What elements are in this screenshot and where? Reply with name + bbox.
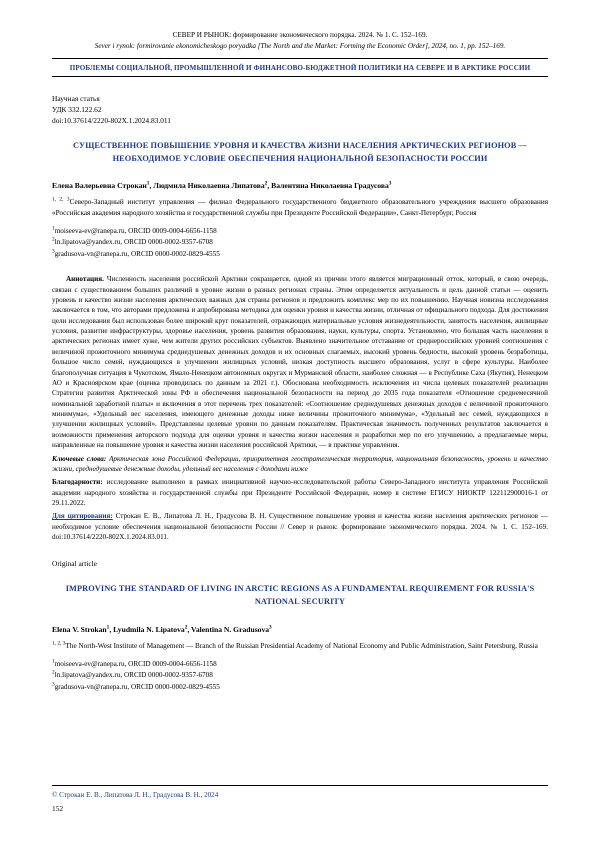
journal-header-line-en: Sever i rynok: formirovanie ekonomicheskogo poryadka [The North and the Market: Forming the Economic Order], 2024, no. 1, pp. 152–169. [94,42,506,51]
abstract-label: Аннотация. [66,275,104,284]
original-article-label: Original article [52,558,97,568]
article-meta [52,93,548,126]
divider-top [52,58,548,59]
citation-label: Для цитирования: [52,512,113,521]
authors-ru: Елена Валерьевна Строкан$^1$, Людмила Николаевна Липатова$^2$, Валентина Николаевна Градусова$^3$ [52,180,392,190]
email-line: $^3$gradusova-vn@ranepa.ru, ORCID 0000-0002-0829-4555 [52,681,220,691]
article-type: Научная статья [52,93,100,103]
copyright-line: © Строкан Е. В., Липатова Л. Н., Градусова В. Н., 2024 [52,791,219,799]
abstract-block [52,274,548,542]
email-line: $^1$moiseeva-ev@ranepa.ru, ORCID 0009-0004-6656-1158 [52,225,217,235]
email-line: $^2$ln.lipatova@yandex.ru, ORCID 0000-0002-9357-6708 [52,669,213,680]
email-line: $^1$moiseeva-ev@ranepa.ru, ORCID 0009-0004-6656-1158 [52,658,217,668]
keywords-paragraph [52,454,548,475]
journal-header [52,30,548,52]
page-footer [52,767,548,813]
abstract-text: Численность населения российской Арктики сокращается, одной из причин этого является миграционный отток, который, в свою очередь, связан с существованием больших различий в уровне жизни в разных регионах страны. Этим определяется актуальность и цель данной статьи — оценить уровень и качество жизни населения арктических важных для страны регионов и предложить комплекс мер по их повышению. Научная новизна исследования заключается в том, что авторами предложена и апробирована методика для оценки уровня и качества жизни, отличная от официального подхода. Для достижения цели исследования был использован более широкий круг показателей, отражающих материальные условия жизнедеятельности, занятость населения, жилищные условия, развитие инфраструктуры, здоровье населения, уровень развития образования, науки, культуры, спорта. Установлено, что большая часть населения в арктических регионах имеет хуже, чем жители других российских субъектов. Выявлено значительное отставание от среднероссийских уровней соотношения с величиной прожиточного минимума среднедушевых денежных доходов и их основных слагаемых, высокий уровень бедности, высокий уровень безработицы, большое число семей, нуждающихся в улучшении жилищных условий, низкая доступность высшего образования, услуг в сфере культуры. Наиболее благополучная ситуация в Чукотском, Ямало-Ненецком автономных округах и Мурманской области, наиболее сложная — в Республике Саха (Якутия), Ненецком АО и Красноярском крае (оценка проводилась по данным за 2021 г.). Обоснована необходимость исключения из числа целевых показателей реализации Стратегии развития Арктической зоны РФ и обеспечения национальной безопасности на период до 2035 года показателя «Отношение среднемесячной номинальной заработной платы» и включения в этот перечень трех показателей: «Соотношение среднедушевых денежных доходов с величиной прожиточного минимума», «Удельный вес населения, имеющего денежные доходы ниже величины прожиточного минимума», «Удельный вес семей, нуждающихся в улучшении жилищных условий». Представлены целевые уровни по данным показателям. Практическая значимость полученных результатов заключается в возможности применения авторского подхода для оценки уровня и качества жизни населения и разработки мер по его улучшению, а предлагаемые меры, направленные на повышение уровня и качества жизни населения российской Арктики, — в практике управления. [52,275,548,450]
divider-under-banner [52,76,548,77]
funding-text: исследование выполнено в рамках инициативной научно-исследовательской работы Северо-Западного института управления Российской академии народного хозяйства и государственной службы при Президенте Российской Федерации, номер в системе ЕГИСУ НИОКТР 122112900016-1 от 29.11.2022. [52,478,548,508]
page-title-ru: СУЩЕСТВЕННОЕ ПОВЫШЕНИЕ УРОВНЯ И КАЧЕСТВА ЖИЗНИ НАСЕЛЕНИЯ АРКТИЧЕСКИХ РЕГИОНОВ — НЕОБХОДИМОЕ УСЛОВИЕ ОБЕСПЕЧЕНИЯ НАЦИОНАЛЬНОЙ БЕЗОПАСНОСТИ РОССИИ [73,141,527,164]
affiliation-ru: $^{1, 2, 3}$Северо-Западный институт управления — филиал Федерального государственного бюджетного образовательного учреждения высшего образования «Российская академия народного хозяйства и государственной службы при Президенте Российской Федерации», Санкт-Петербург, Россия [52,196,548,218]
divider-footer [52,785,548,786]
doi: doi:10.37614/2220-802X.1.2024.83.011 [52,116,172,126]
abstract-paragraph [52,274,548,450]
citation-paragraph [52,511,548,542]
udk-code: УДК 332.122.62 [52,104,102,114]
emails-en [52,659,548,694]
page-title-en: IMPROVING THE STANDARD OF LIVING IN ARCTIC REGIONS AS A FUNDAMENTAL REQUIREMENT FOR RUSSIA'S NATIONAL SECURITY [65,583,535,606]
keywords-label: Ключевые слова: [52,454,107,463]
authors-en: Elena V. Strokan$^1$, Lyudmila N. Lipatova$^2$, Valentina N. Gradusova$^3$ [52,624,272,635]
citation-text: Строкан Е. В., Липатова Л. Н., Градусова В. Н. Существенное повышение уровня и качества жизни населения арктических регионов — необходимое условие обеспечения национальной безопасности России // Север и рынок: формирование экономического порядка. 2024. № 1. С. 152–169. doi:10.37614/2220-802X.1.2024.83.011. [52,512,548,542]
affiliation-en: $^{1, 2, 3}$The North-West Institute of Management — Branch of the Russian Presidential Academy of National Economy and Public Administration, Saint Petersburg, Russia [52,641,538,651]
funding-label: Благодарности: [52,478,103,487]
emails-ru [52,226,548,261]
funding-paragraph [52,477,548,508]
email-line: $^2$ln.lipatova@yandex.ru, ORCID 0000-0002-9357-6708 [52,236,213,247]
section-banner: ПРОБЛЕМЫ СОЦИАЛЬНОЙ, ПРОМЫШЛЕННОЙ И ФИНАНСОВО-БЮДЖЕТНОЙ ПОЛИТИКИ НА СЕВЕРЕ И В АРКТИКЕ РОССИИ [69,63,531,72]
page-number: 152 [52,804,64,813]
journal-header-line-ru: СЕВЕР И РЫНОК: формирование экономического порядка. 2024. № 1. С. 152–169. [172,31,428,39]
email-line: $^3$gradusova-vn@ranepa.ru, ORCID 0000-0002-0829-4555 [52,248,220,258]
keywords-text: Арктическая зона Российской Федерации, приоритетная геостратегическая территория, национальная безопасность, уровень и качество жизни, среднедушевые денежные доходы, удельный вес населения с доходами ниже [52,454,548,473]
